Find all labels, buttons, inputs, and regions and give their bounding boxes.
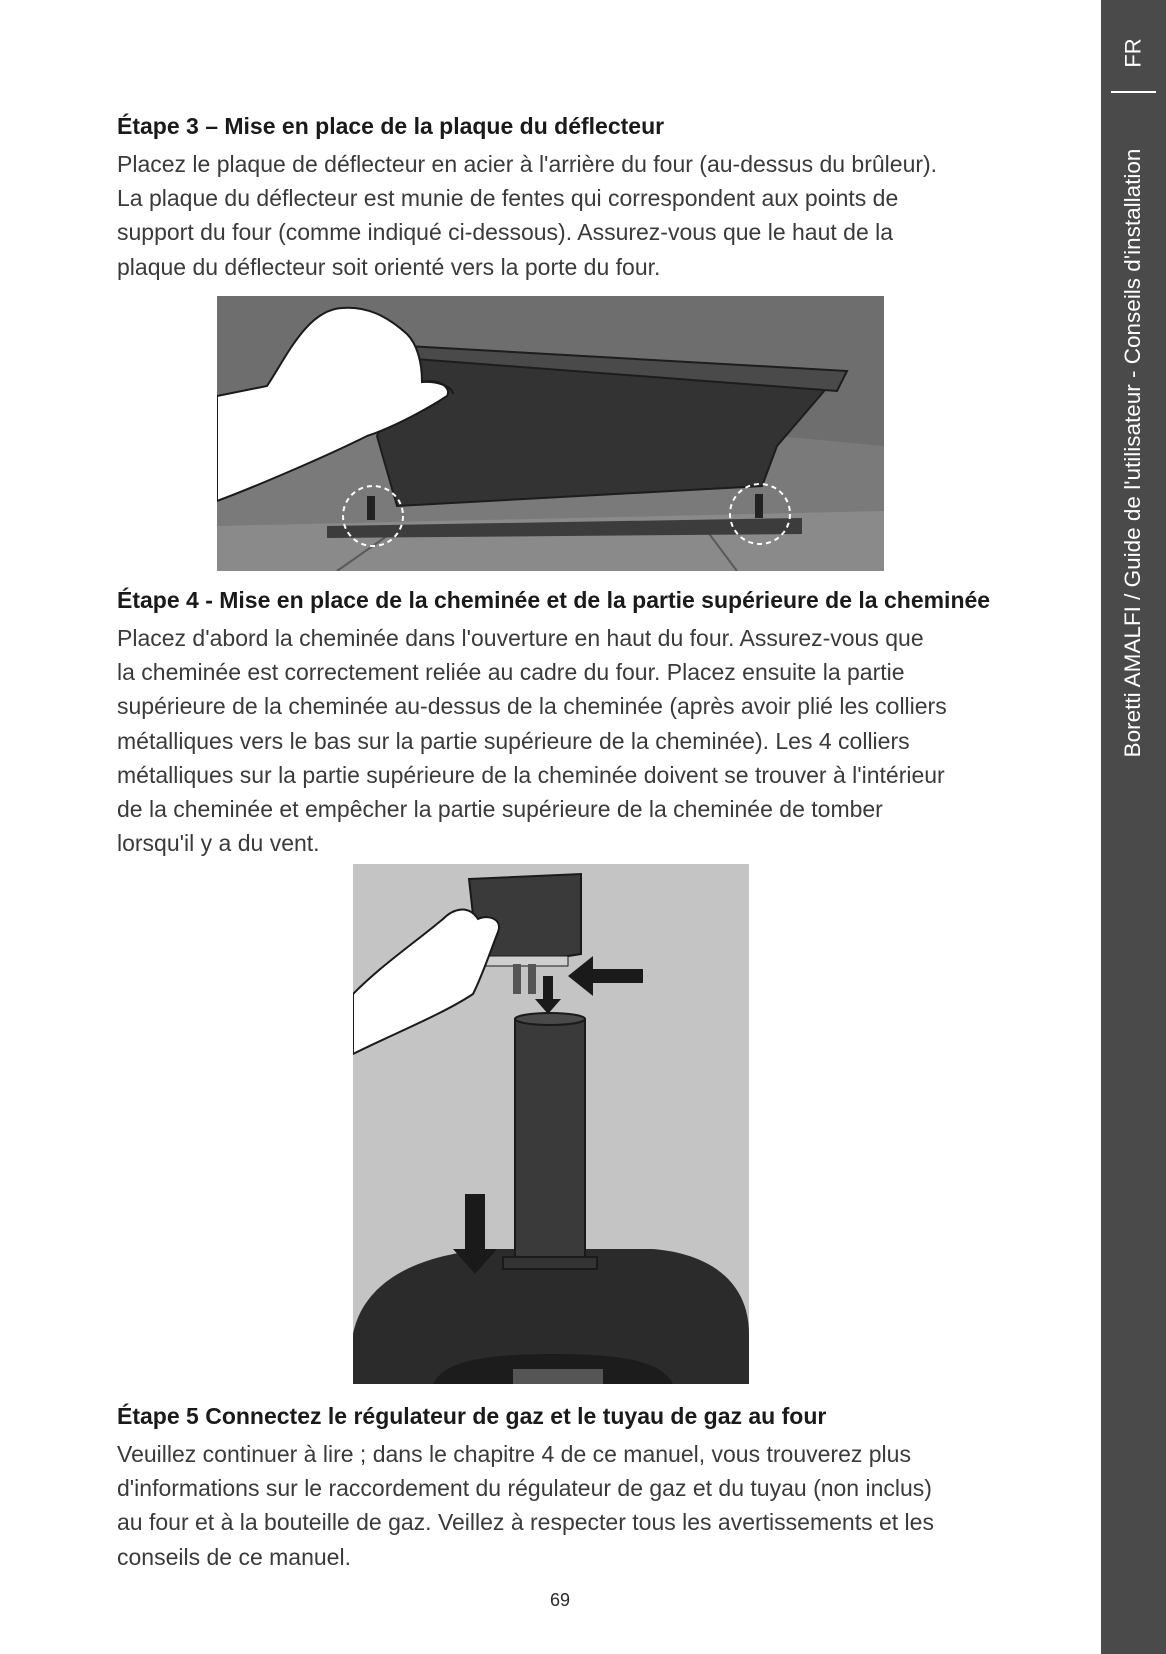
running-title: Boretti AMALFI / Guide de l'utilisateur - Conseils d'installation xyxy=(1120,148,1145,758)
step5-line: au four et à la bouteille de gaz. Veillez à respecter tous les avertissements et les xyxy=(117,1509,934,1536)
step3-line: La plaque du déflecteur est munie de fentes qui correspondent aux points de xyxy=(117,185,899,212)
step3-body xyxy=(117,147,997,284)
step4-line: supérieure de la cheminée au-dessus de la cheminée (après avoir plié les colliers xyxy=(117,693,947,720)
step4-body xyxy=(117,621,997,860)
step3-line: Placez le plaque de déflecteur en acier à l'arrière du four (au-dessus du brûleur). xyxy=(117,151,938,177)
step4-line: de la cheminée et empêcher la partie supérieure de la cheminée de tomber xyxy=(117,796,883,823)
step4-line: lorsqu'il y a du vent. xyxy=(117,830,320,857)
step5-body xyxy=(117,1437,997,1574)
step4-line: métalliques sur la partie supérieure de la cheminée doivent se trouver à l'intérieur xyxy=(117,761,945,788)
step3-heading: Étape 3 – Mise en place de la plaque du déflecteur xyxy=(117,113,665,139)
step5-heading: Étape 5 Connectez le régulateur de gaz et le tuyau de gaz au four xyxy=(117,1403,827,1429)
step5-line: Veuillez continuer à lire ; dans le chapitre 4 de ce manuel, vous trouverez plus xyxy=(117,1441,911,1467)
step4-line: métalliques vers le bas sur la partie supérieure de la cheminée). Les 4 colliers xyxy=(117,727,910,754)
deflector-plate-illustration xyxy=(217,296,884,571)
step3-line: plaque du déflecteur soit orienté vers la porte du four. xyxy=(117,253,661,280)
chimney-illustration xyxy=(353,864,749,1384)
language-label: FR xyxy=(1120,38,1146,68)
step4-heading: Étape 4 - Mise en place de la cheminée et de la partie supérieure de la cheminée xyxy=(117,587,991,613)
step5-line: conseils de ce manuel. xyxy=(117,1543,351,1570)
step3-line: support du four (comme indiqué ci-dessous). Assurez-vous que le haut de la xyxy=(117,219,894,246)
step5-line: d'informations sur le raccordement du régulateur de gaz et du tuyau (non inclus) xyxy=(117,1475,932,1502)
sidebar-divider xyxy=(1111,91,1156,93)
page-number: 69 xyxy=(549,1590,571,1610)
step4-line: la cheminée est correctement reliée au cadre du four. Placez ensuite la partie xyxy=(117,659,905,686)
step4-line: Placez d'abord la cheminée dans l'ouverture en haut du four. Assurez-vous que xyxy=(117,625,924,651)
